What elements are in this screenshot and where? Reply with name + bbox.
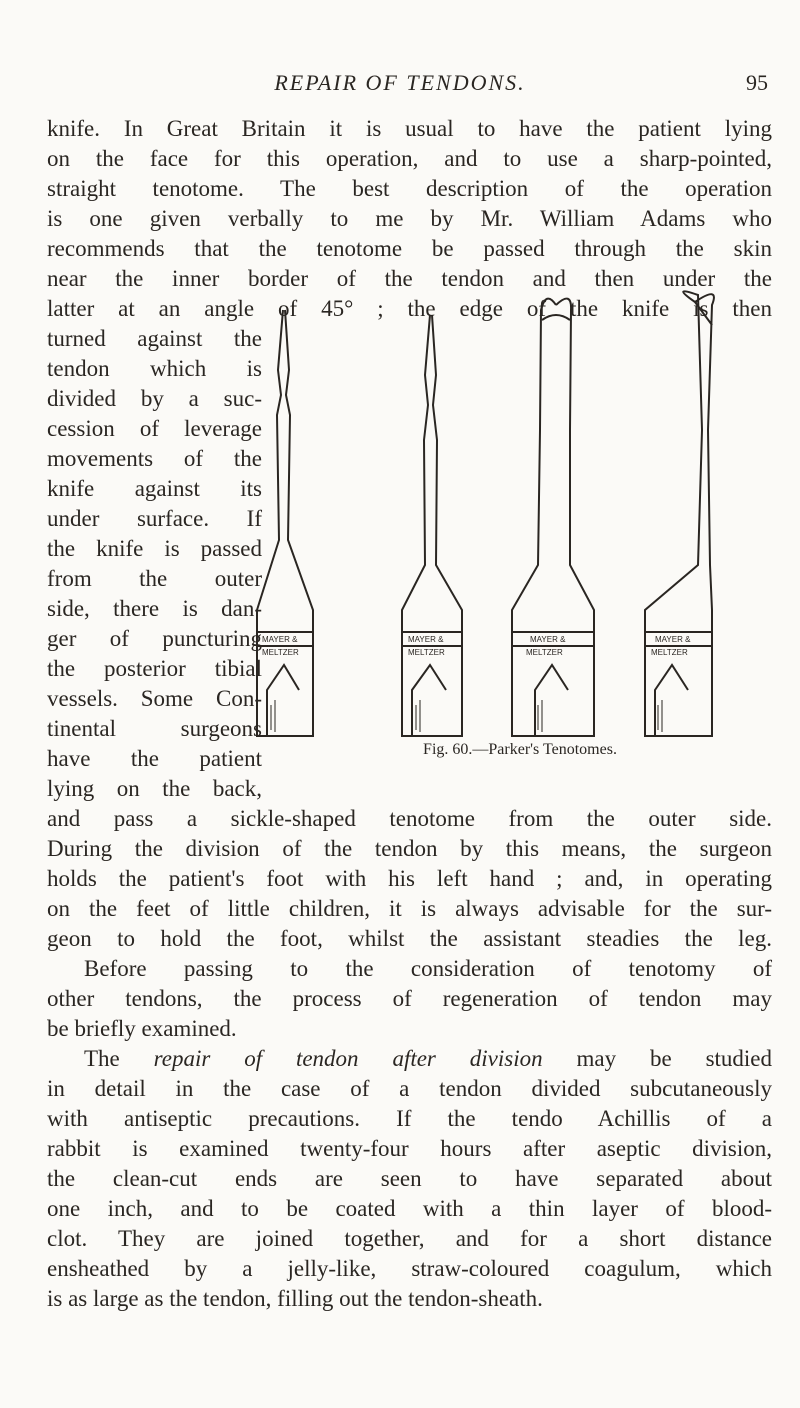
body-line: movements of the bbox=[47, 446, 262, 471]
body-line: one inch, and to be coated with a thin layer of blood- bbox=[47, 1196, 772, 1221]
body-line bbox=[84, 1045, 772, 1073]
body-line: with antiseptic precautions. If the tendo Achillis of a bbox=[47, 1106, 772, 1131]
tenotomes-figure bbox=[250, 280, 790, 758]
maker-mark: MELTZER bbox=[408, 648, 445, 657]
body-line: tinental surgeons bbox=[47, 716, 262, 741]
body-line: other tendons, the process of regeneration of tendon may bbox=[47, 986, 772, 1011]
body-line: vessels. Some Con- bbox=[47, 686, 262, 711]
body-line: in detail in the case of a tendon divided subcutaneously bbox=[47, 1076, 772, 1101]
body-line: lying on the back, bbox=[47, 776, 262, 801]
body-line: recommends that the tenotome be passed through the skin bbox=[47, 236, 772, 261]
body-line: on the face for this operation, and to use a sharp-pointed, bbox=[47, 146, 772, 171]
running-head bbox=[0, 70, 800, 100]
body-line: clot. They are joined together, and for a short distance bbox=[47, 1226, 772, 1251]
body-line: geon to hold the foot, whilst the assistant steadies the leg. bbox=[47, 926, 772, 951]
body-line: is one given verbally to me by Mr. William Adams who bbox=[47, 206, 772, 231]
body-line: latter at an angle of 45° ; the edge of the knife is then bbox=[47, 296, 772, 321]
body-line: ensheathed by a jelly-like, straw-coloured coagulum, which bbox=[47, 1256, 772, 1281]
body-line: the posterior tibial bbox=[47, 656, 262, 681]
body-line: Before passing to the consideration of tenotomy of bbox=[84, 956, 772, 981]
page-number: 95 bbox=[746, 70, 768, 95]
body-line: the clean-cut ends are seen to have separated about bbox=[47, 1166, 772, 1191]
body-line: from the outer bbox=[47, 566, 262, 591]
body-line: is as large as the tendon, filling out the tendon-sheath. bbox=[47, 1286, 543, 1311]
figure-caption: Fig. 60.—Parker's Tenotomes. bbox=[423, 741, 617, 758]
body-line: have the patient bbox=[47, 746, 262, 771]
maker-mark: MELTZER bbox=[262, 648, 299, 657]
body-line: and pass a sickle-shaped tenotome from the outer side. bbox=[47, 806, 772, 831]
body-line: on the feet of little children, it is always advisable for the sur- bbox=[47, 896, 772, 921]
tenotome-4 bbox=[645, 291, 714, 736]
body-line: straight tenotome. The best description of the operation bbox=[47, 176, 772, 201]
tenotome-2 bbox=[402, 315, 462, 736]
text-run: The bbox=[84, 1046, 154, 1071]
body-line: the knife is passed bbox=[47, 536, 262, 561]
italic-phrase: repair of tendon after division bbox=[153, 1046, 543, 1071]
body-line: turned against the bbox=[47, 326, 262, 351]
text-run: may be studied bbox=[542, 1046, 773, 1071]
maker-mark: MELTZER bbox=[526, 648, 563, 657]
body-line: cession of leverage bbox=[47, 416, 262, 441]
body-line: ger of puncturing bbox=[47, 626, 262, 651]
body-line: divided by a suc- bbox=[47, 386, 262, 411]
maker-mark: MAYER & bbox=[530, 635, 566, 644]
body-line: near the inner border of the tendon and then under the bbox=[47, 266, 772, 291]
body-line: knife. In Great Britain it is usual to have the patient lying bbox=[47, 116, 772, 141]
body-line: rabbit is examined twenty-four hours after aseptic division, bbox=[47, 1136, 772, 1161]
tenotomes-illustration bbox=[250, 280, 790, 740]
maker-mark: MELTZER bbox=[651, 648, 688, 657]
body-line: holds the patient's foot with his left hand ; and, in operating bbox=[47, 866, 772, 891]
maker-mark: MAYER & bbox=[408, 635, 444, 644]
body-line: under surface. If bbox=[47, 506, 262, 531]
body-line: knife against its bbox=[47, 476, 262, 501]
running-title: REPAIR OF TENDONS. bbox=[274, 70, 526, 95]
maker-mark: MAYER & bbox=[655, 635, 691, 644]
tenotome-3 bbox=[512, 299, 594, 736]
tenotome-1 bbox=[257, 310, 313, 736]
body-line: be briefly examined. bbox=[47, 1016, 237, 1041]
maker-mark: MAYER & bbox=[262, 635, 298, 644]
body-line: During the division of the tendon by this means, the surgeon bbox=[47, 836, 772, 861]
body-line: side, there is dan- bbox=[47, 596, 262, 621]
body-line: tendon which is bbox=[47, 356, 262, 381]
